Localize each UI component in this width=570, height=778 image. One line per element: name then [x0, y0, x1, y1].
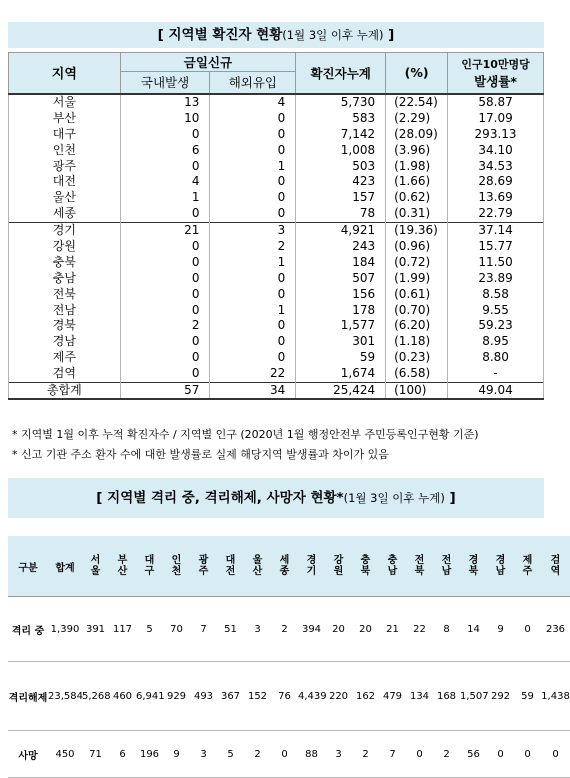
overseas-cell: 34 [210, 382, 296, 399]
region-cell: 충남 [9, 270, 121, 286]
isolation-value-cell: 0 [514, 597, 541, 662]
isolation-header-label: 세 종 [279, 555, 290, 577]
header-new-today: 금일신규 [120, 53, 296, 72]
isolation-value-cell: 6,941 [136, 662, 163, 731]
isolation-value-cell: 7 [190, 597, 217, 662]
header-percent: (%) [386, 53, 448, 94]
footnote-2: * 신고 기관 주소 환자 수에 대한 발생률로 실제 해당지역 발생률과 차이가 있음 [12, 448, 389, 461]
isolation-value-cell: 0 [487, 731, 514, 778]
cumulative-cell: 7,142 [296, 126, 386, 142]
rate-cell: 28.69 [448, 174, 544, 190]
isolation-header-label: 부 산 [117, 555, 128, 577]
region-row [9, 318, 544, 334]
confirmed-cases-table [8, 52, 544, 400]
rate-cell: 49.04 [448, 382, 544, 399]
cumulative-cell: 423 [296, 174, 386, 190]
percent-cell: (0.96) [386, 239, 448, 255]
domestic-cell: 0 [120, 158, 210, 174]
percent-cell: (1.18) [386, 334, 448, 350]
overseas-cell: 1 [210, 302, 296, 318]
section1-title-end: ] [383, 27, 395, 43]
cumulative-cell: 5,730 [296, 94, 386, 111]
isolation-header-cell [163, 536, 190, 597]
domestic-cell: 0 [120, 206, 210, 222]
isolation-header-cell [82, 536, 109, 597]
region-cell: 대구 [9, 126, 121, 142]
isolation-header-cell [325, 536, 352, 597]
percent-cell: (2.29) [386, 110, 448, 126]
isolation-header-label: 울 산 [252, 555, 263, 577]
cumulative-cell: 507 [296, 270, 386, 286]
cumulative-cell: 156 [296, 286, 386, 302]
isolation-value-cell: 9 [487, 597, 514, 662]
overseas-cell: 0 [210, 318, 296, 334]
percent-cell: (1.99) [386, 270, 448, 286]
isolation-value-cell: 88 [298, 731, 325, 778]
rate-cell: 37.14 [448, 222, 544, 238]
overseas-cell: 0 [210, 142, 296, 158]
region-cell: 검역 [9, 366, 121, 382]
domestic-cell: 0 [120, 334, 210, 350]
region-cell: 제주 [9, 350, 121, 366]
isolation-header-cell [109, 536, 136, 597]
overseas-cell: 0 [210, 350, 296, 366]
header-cumulative: 확진자누계 [296, 53, 386, 94]
isolation-value-cell: 394 [298, 597, 325, 662]
isolation-header-cell [244, 536, 271, 597]
isolation-value-cell: 2 [352, 731, 379, 778]
isolation-header-label: 대 전 [225, 555, 236, 577]
domestic-cell: 6 [120, 142, 210, 158]
isolation-header-cell: 구분 [8, 536, 48, 597]
domestic-cell: 21 [120, 222, 210, 238]
isolation-value-cell: 168 [433, 662, 460, 731]
overseas-cell: 2 [210, 239, 296, 255]
region-cell: 대전 [9, 174, 121, 190]
section2-title [8, 478, 544, 518]
domestic-cell: 0 [120, 286, 210, 302]
header-per100k-line2: 발생률* [474, 73, 517, 89]
footnote-1: * 지역별 1월 이후 누적 확진자수 / 지역별 인구 (2020년 1월 행정안전부 주민등록인구현황 기준) [12, 428, 479, 441]
isolation-value-cell: 8 [433, 597, 460, 662]
overseas-cell: 0 [210, 286, 296, 302]
rate-cell: 8.95 [448, 334, 544, 350]
region-cell: 광주 [9, 158, 121, 174]
confirmed-cases-body [9, 94, 544, 400]
isolation-value-cell: 70 [163, 597, 190, 662]
rate-cell: 22.79 [448, 206, 544, 222]
region-row [9, 158, 544, 174]
cumulative-cell: 1,674 [296, 366, 386, 382]
region-cell: 경기 [9, 222, 121, 238]
isolation-header-label: 전 북 [414, 555, 425, 577]
region-cell: 서울 [9, 94, 121, 111]
region-cell: 울산 [9, 190, 121, 206]
overseas-cell: 4 [210, 94, 296, 111]
isolation-value-cell: 4,439 [298, 662, 325, 731]
rate-cell: 11.50 [448, 254, 544, 270]
isolation-value-cell: 3 [190, 731, 217, 778]
isolation-header-cell [406, 536, 433, 597]
isolation-header-cell [433, 536, 460, 597]
overseas-cell: 1 [210, 158, 296, 174]
section1-title-main: [ 지역별 확진자 현황 [157, 27, 283, 43]
region-row [9, 126, 544, 142]
section1-title-sub: (1월 3일 이후 누계) [282, 28, 384, 42]
rate-cell: 34.53 [448, 158, 544, 174]
percent-cell: (0.61) [386, 286, 448, 302]
percent-cell: (100) [386, 382, 448, 399]
isolation-value-cell: 71 [82, 731, 109, 778]
isolation-value-cell: 9 [163, 731, 190, 778]
header-overseas: 해외유입 [210, 72, 296, 94]
isolation-value-cell: 14 [460, 597, 487, 662]
region-row [9, 366, 544, 382]
isolation-value-cell: 292 [487, 662, 514, 731]
footnotes [12, 425, 479, 465]
cumulative-cell: 503 [296, 158, 386, 174]
region-cell: 인천 [9, 142, 121, 158]
domestic-cell: 0 [120, 239, 210, 255]
region-cell: 경북 [9, 318, 121, 334]
percent-cell: (1.66) [386, 174, 448, 190]
isolation-header-cell [352, 536, 379, 597]
region-cell: 경남 [9, 334, 121, 350]
domestic-cell: 2 [120, 318, 210, 334]
rate-cell: 17.09 [448, 110, 544, 126]
isolation-value-cell: 2 [433, 731, 460, 778]
isolation-row-label: 격리해제 [8, 662, 48, 731]
isolation-value-cell: 20 [325, 597, 352, 662]
region-row [9, 206, 544, 222]
isolation-header-cell: 합계 [48, 536, 82, 597]
isolation-value-cell: 460 [109, 662, 136, 731]
percent-cell: (0.70) [386, 302, 448, 318]
isolation-row-label: 격리 중 [8, 597, 48, 662]
region-row [9, 302, 544, 318]
isolation-value-cell: 450 [48, 731, 82, 778]
overseas-cell: 0 [210, 174, 296, 190]
domestic-cell: 0 [120, 270, 210, 286]
isolation-header-label: 경 기 [306, 555, 317, 577]
isolation-header-cell [487, 536, 514, 597]
isolation-value-cell: 5 [217, 731, 244, 778]
header-region: 지역 [9, 53, 121, 94]
isolation-value-cell: 1,507 [460, 662, 487, 731]
rate-cell: 8.80 [448, 350, 544, 366]
rate-cell: 15.77 [448, 239, 544, 255]
header-domestic: 국내발생 [120, 72, 210, 94]
section2-title-sub: (1월 3일 이후 누계) [343, 491, 445, 505]
cumulative-cell: 78 [296, 206, 386, 222]
isolation-header-label: 경 북 [468, 555, 479, 577]
isolation-value-cell: 0 [406, 731, 433, 778]
isolation-header-label: 대 구 [144, 555, 155, 577]
rate-cell: 9.55 [448, 302, 544, 318]
header-per100k [448, 53, 544, 94]
isolation-header-cell [514, 536, 541, 597]
isolation-value-cell: 1,390 [48, 597, 82, 662]
isolation-value-cell: 5 [136, 597, 163, 662]
isolation-header-label: 제 주 [522, 555, 533, 577]
rate-cell: 58.87 [448, 94, 544, 111]
region-row [9, 222, 544, 238]
isolation-value-cell: 479 [379, 662, 406, 731]
isolation-value-cell: 22 [406, 597, 433, 662]
isolation-value-cell: 493 [190, 662, 217, 731]
overseas-cell: 0 [210, 126, 296, 142]
region-cell: 총합계 [9, 382, 121, 399]
region-row [9, 110, 544, 126]
region-cell: 전북 [9, 286, 121, 302]
isolation-header-row [8, 536, 570, 597]
isolation-value-cell: 2 [271, 597, 298, 662]
region-row [9, 190, 544, 206]
percent-cell: (6.20) [386, 318, 448, 334]
isolation-status-table [8, 536, 570, 778]
overseas-cell: 0 [210, 206, 296, 222]
isolation-value-cell: 0 [514, 731, 541, 778]
isolation-value-cell: 2 [244, 731, 271, 778]
isolation-value-cell: 117 [109, 597, 136, 662]
cumulative-cell: 157 [296, 190, 386, 206]
isolation-value-cell: 929 [163, 662, 190, 731]
rate-cell: 8.58 [448, 286, 544, 302]
domestic-cell: 0 [120, 126, 210, 142]
isolation-header-cell [460, 536, 487, 597]
cumulative-cell: 178 [296, 302, 386, 318]
cumulative-cell: 243 [296, 239, 386, 255]
section2-title-main: [ 지역별 격리 중, 격리해제, 사망자 현황* [96, 490, 344, 506]
region-row [9, 142, 544, 158]
isolation-header-label: 서 울 [90, 555, 101, 577]
isolation-header-cell [217, 536, 244, 597]
region-row [9, 350, 544, 366]
isolation-value-cell: 134 [406, 662, 433, 731]
isolation-header-cell [541, 536, 570, 597]
isolation-value-cell: 76 [271, 662, 298, 731]
isolation-header-label: 강 원 [333, 555, 344, 577]
percent-cell: (19.36) [386, 222, 448, 238]
domestic-cell: 10 [120, 110, 210, 126]
isolation-value-cell: 367 [217, 662, 244, 731]
isolation-header-label: 충 북 [360, 555, 371, 577]
overseas-cell: 3 [210, 222, 296, 238]
isolation-value-cell: 236 [541, 597, 570, 662]
isolation-header-cell [379, 536, 406, 597]
domestic-cell: 4 [120, 174, 210, 190]
isolation-row [8, 662, 570, 731]
region-row [9, 382, 544, 399]
region-cell: 충북 [9, 254, 121, 270]
domestic-cell: 0 [120, 366, 210, 382]
isolation-row [8, 731, 570, 778]
cumulative-cell: 1,008 [296, 142, 386, 158]
isolation-value-cell: 1,438 [541, 662, 570, 731]
domestic-cell: 0 [120, 254, 210, 270]
region-cell: 강원 [9, 239, 121, 255]
percent-cell: (0.23) [386, 350, 448, 366]
isolation-value-cell: 196 [136, 731, 163, 778]
overseas-cell: 0 [210, 270, 296, 286]
percent-cell: (0.31) [386, 206, 448, 222]
overseas-cell: 0 [210, 334, 296, 350]
cumulative-cell: 583 [296, 110, 386, 126]
isolation-value-cell: 56 [460, 731, 487, 778]
isolation-header-label: 검 역 [550, 555, 561, 577]
isolation-header-label: 인 천 [171, 555, 182, 577]
isolation-value-cell: 5,268 [82, 662, 109, 731]
cumulative-cell: 4,921 [296, 222, 386, 238]
isolation-value-cell: 51 [217, 597, 244, 662]
isolation-value-cell: 0 [271, 731, 298, 778]
isolation-header-label: 광 주 [198, 555, 209, 577]
isolation-value-cell: 152 [244, 662, 271, 731]
domestic-cell: 13 [120, 94, 210, 111]
region-row [9, 286, 544, 302]
percent-cell: (0.72) [386, 254, 448, 270]
rate-cell: 293.13 [448, 126, 544, 142]
overseas-cell: 0 [210, 190, 296, 206]
region-row [9, 174, 544, 190]
isolation-value-cell: 220 [325, 662, 352, 731]
rate-cell: 23.89 [448, 270, 544, 286]
region-row [9, 239, 544, 255]
region-row [9, 270, 544, 286]
isolation-row [8, 597, 570, 662]
cumulative-cell: 25,424 [296, 382, 386, 399]
region-cell: 세종 [9, 206, 121, 222]
isolation-value-cell: 21 [379, 597, 406, 662]
isolation-header-cell [136, 536, 163, 597]
isolation-value-cell: 23,584 [48, 662, 82, 731]
region-cell: 전남 [9, 302, 121, 318]
cumulative-cell: 59 [296, 350, 386, 366]
isolation-header-cell [298, 536, 325, 597]
rate-cell: - [448, 366, 544, 382]
region-row [9, 334, 544, 350]
cumulative-cell: 301 [296, 334, 386, 350]
isolation-header-label: 전 남 [441, 555, 452, 577]
isolation-header-cell [190, 536, 217, 597]
percent-cell: (3.96) [386, 142, 448, 158]
isolation-value-cell: 3 [325, 731, 352, 778]
rate-cell: 13.69 [448, 190, 544, 206]
overseas-cell: 1 [210, 254, 296, 270]
cumulative-cell: 1,577 [296, 318, 386, 334]
isolation-header-cell [271, 536, 298, 597]
isolation-header-label: 경 남 [495, 555, 506, 577]
isolation-value-cell: 3 [244, 597, 271, 662]
rate-cell: 59.23 [448, 318, 544, 334]
overseas-cell: 0 [210, 110, 296, 126]
domestic-cell: 0 [120, 302, 210, 318]
region-row [9, 94, 544, 111]
percent-cell: (28.09) [386, 126, 448, 142]
isolation-value-cell: 20 [352, 597, 379, 662]
isolation-value-cell: 59 [514, 662, 541, 731]
section1-title [8, 22, 544, 48]
section2-title-end: ] [444, 490, 456, 506]
domestic-cell: 57 [120, 382, 210, 399]
header-per100k-line1: 인구10만명당 [461, 57, 530, 71]
region-row [9, 254, 544, 270]
percent-cell: (22.54) [386, 94, 448, 111]
percent-cell: (1.98) [386, 158, 448, 174]
isolation-row-label: 사망 [8, 731, 48, 778]
isolation-value-cell: 391 [82, 597, 109, 662]
region-cell: 부산 [9, 110, 121, 126]
isolation-body [8, 597, 570, 778]
rate-cell: 34.10 [448, 142, 544, 158]
isolation-header-label: 충 남 [387, 555, 398, 577]
percent-cell: (6.58) [386, 366, 448, 382]
domestic-cell: 1 [120, 190, 210, 206]
isolation-value-cell: 7 [379, 731, 406, 778]
isolation-value-cell: 162 [352, 662, 379, 731]
isolation-value-cell: 0 [541, 731, 570, 778]
cumulative-cell: 184 [296, 254, 386, 270]
percent-cell: (0.62) [386, 190, 448, 206]
domestic-cell: 0 [120, 350, 210, 366]
isolation-value-cell: 6 [109, 731, 136, 778]
overseas-cell: 22 [210, 366, 296, 382]
